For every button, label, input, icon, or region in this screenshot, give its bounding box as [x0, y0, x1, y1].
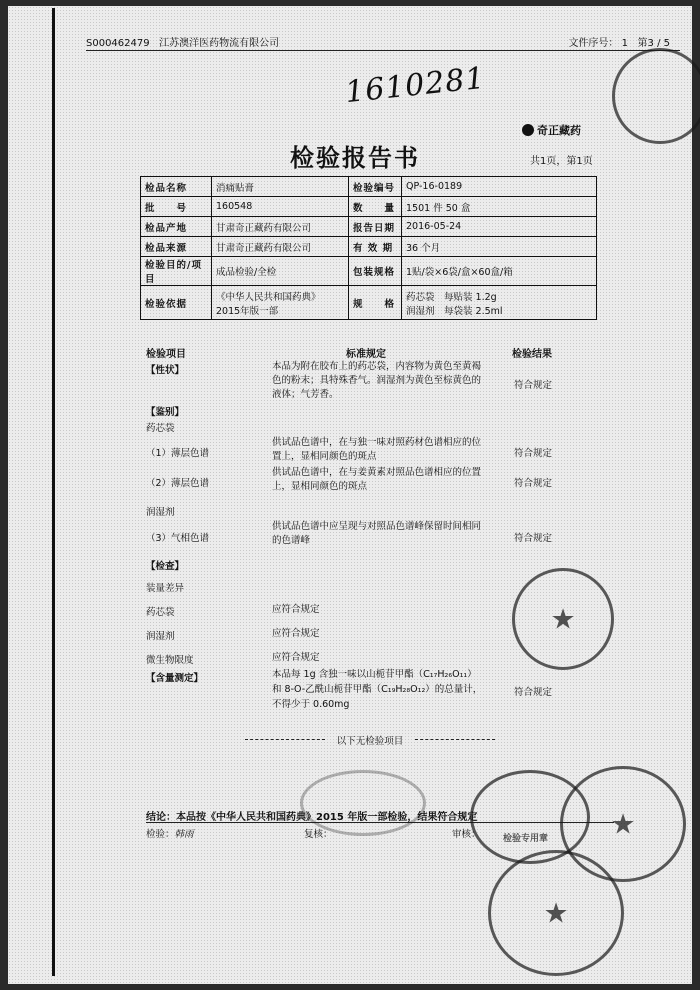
- tlc1-result: 符合规定: [514, 448, 553, 459]
- tester-signature: 检验：韩雨: [146, 829, 194, 840]
- assay-standard-3: 不得少于 0.60mg: [272, 699, 350, 710]
- label-cell: 检验目的/项目: [141, 257, 212, 286]
- label-cell: 规 格: [349, 286, 402, 320]
- value-cell: 甘肃奇正藏药有限公司: [212, 237, 349, 257]
- gc-item: （3）气相色谱: [146, 533, 210, 544]
- conclusion: 结论：本品按《中华人民共和国药典》2015 年版一部检验，结果符合规定: [146, 812, 478, 823]
- col-item-header: 检验项目: [146, 349, 186, 360]
- value-cell: 160548: [212, 197, 349, 217]
- col-result-header: 检验结果: [512, 349, 552, 360]
- fax-header: [86, 34, 670, 50]
- label-cell: 检品产地: [141, 217, 212, 237]
- brand-icon: [522, 124, 534, 136]
- value-cell: 36 个月: [402, 237, 597, 257]
- report-title: 检验报告书: [290, 143, 420, 172]
- value-cell: 1贴/袋×6袋/盒×60盒/箱: [402, 257, 597, 286]
- value-cell: 甘肃奇正藏药有限公司: [212, 217, 349, 237]
- value-cell: 2016-05-24: [402, 217, 597, 237]
- lower-seal: [488, 850, 624, 976]
- table-row: [141, 237, 597, 257]
- gc-result: 符合规定: [514, 533, 553, 544]
- table-row: [141, 257, 597, 286]
- value-cell: 成品检验/全检: [212, 257, 349, 286]
- core-item: 药芯袋: [146, 607, 175, 618]
- gc-standard: 供试品色谱中应呈现与对照品色谱峰保留时间相同的色谱峰: [272, 521, 482, 546]
- page-count: 共1页，第1页: [530, 156, 593, 167]
- value-cell: [402, 286, 597, 320]
- table-row: [141, 286, 597, 320]
- star-icon: ★: [550, 602, 576, 636]
- handwritten-number: 1610281: [343, 60, 488, 111]
- tlc2-standard: 供试品色谱中，在与姜黄素对照品色谱相应的位置上，显相同颜色的斑点: [272, 467, 482, 492]
- micro-standard: 应符合规定: [272, 652, 320, 663]
- info-table: [140, 176, 597, 320]
- doc-code: S000462479: [86, 38, 150, 49]
- label-cell: 检品来源: [141, 237, 212, 257]
- brand-logo: [522, 122, 581, 138]
- spec-line: 药芯袋 每贴装 1.2g: [406, 291, 497, 303]
- tlc2-item: （2）薄层色谱: [146, 478, 210, 489]
- tlc2-result: 符合规定: [514, 478, 553, 489]
- label-cell: 数 量: [349, 197, 402, 217]
- label-cell: 有 效 期: [349, 237, 402, 257]
- label-cell: 检验依据: [141, 286, 212, 320]
- value-cell: 1501 件 50 盒: [402, 197, 597, 217]
- assay-result: 符合规定: [514, 687, 553, 698]
- star-icon: ★: [610, 807, 636, 841]
- star-icon: ★: [543, 896, 569, 930]
- micro-item: 微生物限度: [146, 655, 194, 666]
- trait-result: 符合规定: [514, 380, 553, 391]
- table-row: [141, 177, 597, 197]
- wet-subheading: 润湿剂: [146, 507, 175, 518]
- assay-standard-1: 本品每 1g 含独一味以山栀苷甲酯（C₁₇H₂₆O₁₁）: [272, 669, 477, 680]
- label-cell: 包装规格: [349, 257, 402, 286]
- page-fragment: 第3 / 5: [637, 38, 670, 49]
- reviewer-label: 复核：: [304, 829, 333, 840]
- corner-seal: [612, 48, 700, 144]
- ident-heading: 【鉴别】: [146, 407, 185, 418]
- label-cell: 批 号: [141, 197, 212, 217]
- wet2-standard: 应符合规定: [272, 628, 320, 639]
- weight-item: 装量差异: [146, 583, 185, 594]
- core-standard: 应符合规定: [272, 604, 320, 615]
- tlc1-standard: 供试品色谱中，在与独一味对照药材色谱相应的位置上，显相同颜色的斑点: [272, 437, 482, 462]
- faint-seal: [300, 770, 426, 836]
- seal-text: 检验专用章: [503, 834, 549, 844]
- col-std-header: 标准规定: [346, 349, 386, 360]
- end-of-items-note: 以下无检验项目: [245, 733, 495, 747]
- tlc1-item: （1）薄层色谱: [146, 448, 210, 459]
- header-divider: [86, 50, 680, 51]
- trait-standard: 本品为附在胶布上的药芯袋，内容物为黄色至黄褐色的粉末；具特殊香气。润湿剂为黄色至棕黄色的液体；气芳香。: [272, 361, 482, 400]
- brand-name: 奇正藏药: [537, 124, 581, 137]
- spec-line: 润湿剂 每袋装 2.5ml: [406, 305, 503, 317]
- label-cell: 检验编号: [349, 177, 402, 197]
- value-cell: 《中华人民共和国药典》2015年版一部: [212, 286, 349, 320]
- value-cell: QP-16-0189: [402, 177, 597, 197]
- trait-heading: 【性状】: [146, 365, 185, 376]
- assay-heading: 【含量测定】: [146, 673, 204, 684]
- company-name: 江苏澳洋医药物流有限公司: [159, 38, 280, 49]
- file-label: 文件序号：: [568, 38, 619, 49]
- check-heading: 【检查】: [146, 561, 185, 572]
- ident-subheading: 药芯袋: [146, 423, 175, 434]
- approver-label: 审核：: [452, 829, 481, 840]
- company-seal: [512, 568, 614, 670]
- file-number: 1: [621, 38, 628, 49]
- table-row: [141, 197, 597, 217]
- label-cell: 检品名称: [141, 177, 212, 197]
- table-row: [141, 217, 597, 237]
- wet2-item: 润湿剂: [146, 631, 175, 642]
- value-cell: 消痛贴膏: [212, 177, 349, 197]
- assay-standard-2: 和 8-O-乙酰山栀苷甲酯（C₁₉H₂₈O₁₂）的总量计，: [272, 684, 483, 695]
- label-cell: 报告日期: [349, 217, 402, 237]
